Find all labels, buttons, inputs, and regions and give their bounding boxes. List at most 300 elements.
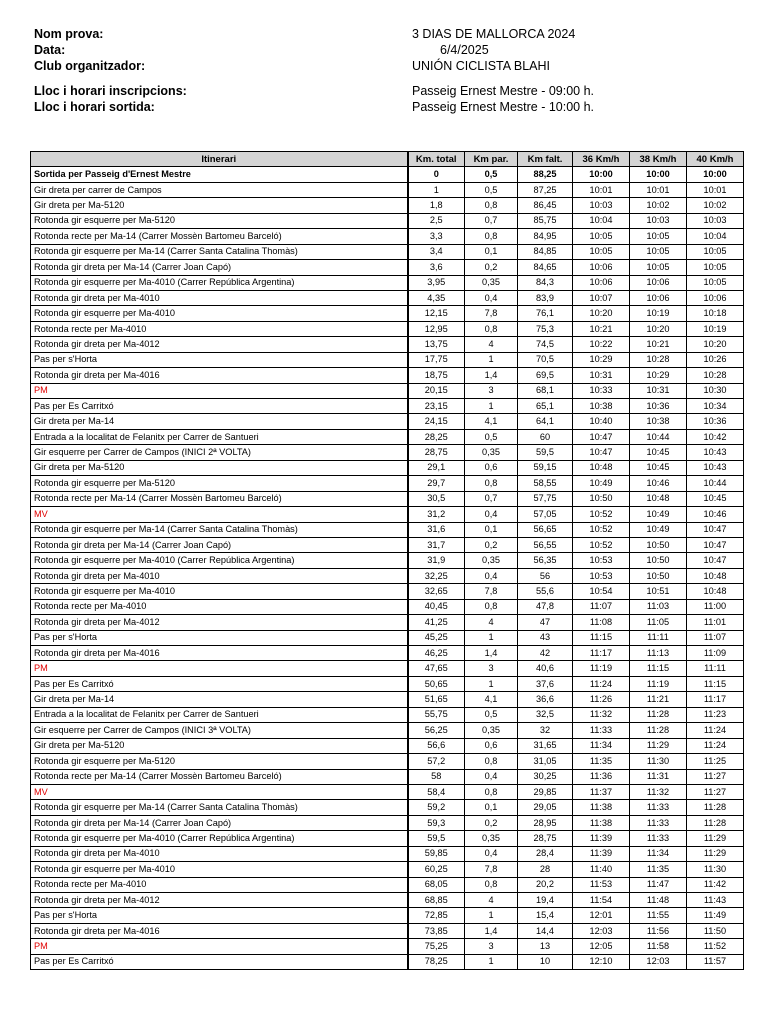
row-km-remaining: 56,35 <box>518 553 573 568</box>
row-time-40: 10:03 <box>687 213 744 228</box>
row-km-remaining: 13 <box>518 939 573 954</box>
row-itinerary: Rotonda gir esquerre per Ma-4010 (Carrer República Argentina) <box>31 275 408 290</box>
row-km-total: 58 <box>408 769 465 784</box>
table-row <box>31 553 744 568</box>
row-km-remaining: 85,75 <box>518 213 573 228</box>
row-time-36: 10:22 <box>573 337 630 352</box>
row-time-36: 11:08 <box>573 615 630 630</box>
row-km-remaining: 47,8 <box>518 599 573 614</box>
row-km-total: 4,35 <box>408 290 465 305</box>
row-itinerary: Rotonda gir esquerre per Ma-5120 <box>31 754 408 769</box>
row-km-remaining: 59,15 <box>518 460 573 475</box>
row-km-partial: 1 <box>465 352 518 367</box>
row-km-total: 1,8 <box>408 198 465 213</box>
row-time-40: 11:23 <box>687 707 744 722</box>
row-km-partial: 0,8 <box>465 476 518 491</box>
row-km-remaining: 56,65 <box>518 522 573 537</box>
row-time-36: 10:05 <box>573 229 630 244</box>
row-time-38: 10:49 <box>630 507 687 522</box>
row-itinerary: Rotonda gir dreta per Ma-14 (Carrer Joan Capó) <box>31 260 408 275</box>
row-time-38: 11:55 <box>630 908 687 923</box>
row-itinerary: Gir esquerre per Carrer de Campos (INICI 2ª VOLTA) <box>31 445 408 460</box>
row-km-remaining: 70,5 <box>518 352 573 367</box>
table-row <box>31 244 744 259</box>
row-km-total: 0 <box>408 167 465 182</box>
row-km-partial: 7,8 <box>465 306 518 321</box>
row-time-40: 10:48 <box>687 584 744 599</box>
row-km-remaining: 28,95 <box>518 815 573 830</box>
row-km-total: 3,4 <box>408 244 465 259</box>
row-km-partial: 0,8 <box>465 784 518 799</box>
row-itinerary: Rotonda gir esquerre per Ma-4010 (Carrer República Argentina) <box>31 831 408 846</box>
row-time-38: 11:34 <box>630 846 687 861</box>
col-header-40kmh: 40 Km/h <box>687 152 744 167</box>
row-itinerary: Rotonda gir dreta per Ma-4010 <box>31 568 408 583</box>
row-time-38: 11:05 <box>630 615 687 630</box>
row-time-38: 11:47 <box>630 877 687 892</box>
row-time-40: 11:09 <box>687 646 744 661</box>
row-time-38: 11:35 <box>630 862 687 877</box>
row-km-partial: 0,5 <box>465 182 518 197</box>
row-km-remaining: 84,65 <box>518 260 573 275</box>
row-time-38: 11:15 <box>630 661 687 676</box>
row-km-remaining: 88,25 <box>518 167 573 182</box>
row-time-36: 10:47 <box>573 429 630 444</box>
col-header-km-total: Km. total <box>408 152 465 167</box>
row-itinerary: Pas per s'Horta <box>31 908 408 923</box>
table-row <box>31 939 744 954</box>
row-time-36: 10:20 <box>573 306 630 321</box>
table-row <box>31 754 744 769</box>
itinerary-table <box>30 151 744 970</box>
row-km-remaining: 43 <box>518 630 573 645</box>
date-label: Data: <box>34 43 66 57</box>
row-time-40: 10:34 <box>687 399 744 414</box>
row-km-total: 47,65 <box>408 661 465 676</box>
row-km-partial: 0,4 <box>465 769 518 784</box>
row-itinerary: MV <box>31 507 408 522</box>
row-time-36: 12:01 <box>573 908 630 923</box>
row-itinerary: Pas per s'Horta <box>31 352 408 367</box>
row-time-36: 11:54 <box>573 893 630 908</box>
row-time-38: 10:00 <box>630 167 687 182</box>
table-row <box>31 198 744 213</box>
row-km-partial: 0,6 <box>465 738 518 753</box>
table-row <box>31 275 744 290</box>
row-km-total: 68,05 <box>408 877 465 892</box>
row-km-remaining: 37,6 <box>518 676 573 691</box>
row-time-36: 10:03 <box>573 198 630 213</box>
row-km-partial: 1 <box>465 908 518 923</box>
row-km-partial: 0,4 <box>465 846 518 861</box>
club-label: Club organitzador: <box>34 59 146 73</box>
row-time-38: 11:56 <box>630 923 687 938</box>
row-time-40: 10:44 <box>687 476 744 491</box>
table-row <box>31 399 744 414</box>
row-time-36: 10:29 <box>573 352 630 367</box>
row-time-40: 10:47 <box>687 553 744 568</box>
row-km-total: 55,75 <box>408 707 465 722</box>
row-time-40: 10:04 <box>687 229 744 244</box>
row-km-partial: 3 <box>465 383 518 398</box>
row-itinerary: Rotonda gir dreta per Ma-4016 <box>31 646 408 661</box>
row-time-38: 10:50 <box>630 537 687 552</box>
row-km-total: 3,6 <box>408 260 465 275</box>
row-time-36: 11:15 <box>573 630 630 645</box>
row-time-40: 11:24 <box>687 723 744 738</box>
row-km-total: 28,25 <box>408 429 465 444</box>
row-time-38: 10:28 <box>630 352 687 367</box>
row-km-total: 59,2 <box>408 800 465 815</box>
row-itinerary: Rotonda gir esquerre per Ma-4010 <box>31 306 408 321</box>
row-km-total: 59,3 <box>408 815 465 830</box>
row-km-total: 30,5 <box>408 491 465 506</box>
row-time-38: 12:03 <box>630 954 687 969</box>
row-time-36: 10:52 <box>573 537 630 552</box>
row-itinerary: Pas per Es Carritxó <box>31 399 408 414</box>
row-km-partial: 0,8 <box>465 229 518 244</box>
table-row <box>31 429 744 444</box>
table-row <box>31 862 744 877</box>
table-row <box>31 584 744 599</box>
row-time-38: 10:05 <box>630 244 687 259</box>
row-km-remaining: 32 <box>518 723 573 738</box>
row-km-total: 3,95 <box>408 275 465 290</box>
row-km-partial: 0,4 <box>465 290 518 305</box>
col-header-itinerary: Itinerari <box>31 152 408 167</box>
row-km-total: 58,4 <box>408 784 465 799</box>
row-km-remaining: 76,1 <box>518 306 573 321</box>
row-time-40: 10:48 <box>687 568 744 583</box>
row-km-partial: 0,1 <box>465 800 518 815</box>
row-km-remaining: 29,05 <box>518 800 573 815</box>
table-row <box>31 522 744 537</box>
row-km-remaining: 65,1 <box>518 399 573 414</box>
row-time-36: 11:17 <box>573 646 630 661</box>
row-km-remaining: 30,25 <box>518 769 573 784</box>
row-km-total: 31,2 <box>408 507 465 522</box>
row-time-36: 10:06 <box>573 275 630 290</box>
row-km-partial: 1,4 <box>465 646 518 661</box>
race-info-header <box>34 27 734 116</box>
row-time-40: 10:02 <box>687 198 744 213</box>
row-time-36: 10:52 <box>573 522 630 537</box>
row-time-36: 11:26 <box>573 692 630 707</box>
row-km-total: 59,5 <box>408 831 465 846</box>
row-km-partial: 4 <box>465 893 518 908</box>
row-time-40: 10:05 <box>687 260 744 275</box>
row-time-38: 10:50 <box>630 553 687 568</box>
row-time-40: 10:42 <box>687 429 744 444</box>
table-row <box>31 769 744 784</box>
row-km-total: 2,5 <box>408 213 465 228</box>
table-row <box>31 908 744 923</box>
row-time-38: 11:33 <box>630 815 687 830</box>
row-itinerary: PM <box>31 939 408 954</box>
row-time-38: 11:13 <box>630 646 687 661</box>
row-km-partial: 4 <box>465 615 518 630</box>
row-time-38: 11:28 <box>630 707 687 722</box>
table-row <box>31 599 744 614</box>
row-km-partial: 0,8 <box>465 599 518 614</box>
row-time-40: 11:00 <box>687 599 744 614</box>
row-itinerary: Sortida per Passeig d'Ernest Mestre <box>31 167 408 182</box>
info-row-registration <box>34 84 734 100</box>
row-km-partial: 0,6 <box>465 460 518 475</box>
row-km-total: 73,85 <box>408 923 465 938</box>
row-time-36: 11:24 <box>573 676 630 691</box>
table-row <box>31 229 744 244</box>
row-km-partial: 0,2 <box>465 815 518 830</box>
row-km-total: 46,25 <box>408 646 465 661</box>
row-time-36: 12:05 <box>573 939 630 954</box>
row-itinerary: Rotonda gir esquerre per Ma-14 (Carrer Santa Catalina Thomàs) <box>31 244 408 259</box>
row-km-remaining: 19,4 <box>518 893 573 908</box>
row-time-36: 11:34 <box>573 738 630 753</box>
row-itinerary: Rotonda gir esquerre per Ma-4010 (Carrer República Argentina) <box>31 553 408 568</box>
row-time-38: 10:31 <box>630 383 687 398</box>
row-itinerary: Gir dreta per carrer de Campos <box>31 182 408 197</box>
row-time-40: 11:27 <box>687 769 744 784</box>
row-km-partial: 0,35 <box>465 445 518 460</box>
row-km-partial: 0,7 <box>465 491 518 506</box>
row-time-38: 10:36 <box>630 399 687 414</box>
row-itinerary: Rotonda recte per Ma-4010 <box>31 877 408 892</box>
row-km-total: 50,65 <box>408 676 465 691</box>
row-time-40: 10:01 <box>687 182 744 197</box>
row-time-36: 10:52 <box>573 507 630 522</box>
row-km-remaining: 83,9 <box>518 290 573 305</box>
row-itinerary: Entrada a la localitat de Felanitx per Carrer de Santueri <box>31 707 408 722</box>
info-row-start <box>34 100 734 116</box>
table-row <box>31 738 744 753</box>
row-km-partial: 1 <box>465 399 518 414</box>
row-km-partial: 0,8 <box>465 198 518 213</box>
row-time-38: 11:31 <box>630 769 687 784</box>
row-km-remaining: 42 <box>518 646 573 661</box>
row-time-36: 11:37 <box>573 784 630 799</box>
row-itinerary: Rotonda gir esquerre per Ma-14 (Carrer Santa Catalina Thomàs) <box>31 522 408 537</box>
row-km-total: 29,1 <box>408 460 465 475</box>
row-time-38: 10:01 <box>630 182 687 197</box>
race-name-label: Nom prova: <box>34 27 104 41</box>
registration-value: Passeig Ernest Mestre - 09:00 h. <box>412 84 595 98</box>
row-time-36: 10:00 <box>573 167 630 182</box>
row-time-40: 10:45 <box>687 491 744 506</box>
row-itinerary: Rotonda gir esquerre per Ma-5120 <box>31 476 408 491</box>
table-row <box>31 491 744 506</box>
row-itinerary: MV <box>31 784 408 799</box>
row-km-remaining: 55,6 <box>518 584 573 599</box>
row-time-36: 10:53 <box>573 568 630 583</box>
row-km-total: 72,85 <box>408 908 465 923</box>
row-itinerary: Rotonda gir dreta per Ma-14 (Carrer Joan Capó) <box>31 815 408 830</box>
row-km-partial: 0,8 <box>465 754 518 769</box>
row-km-partial: 0,35 <box>465 275 518 290</box>
table-row <box>31 784 744 799</box>
row-time-38: 11:11 <box>630 630 687 645</box>
row-time-40: 11:50 <box>687 923 744 938</box>
info-row-race-name <box>34 27 734 43</box>
row-time-38: 11:21 <box>630 692 687 707</box>
table-row <box>31 893 744 908</box>
table-row <box>31 815 744 830</box>
row-itinerary: Pas per Es Carritxó <box>31 676 408 691</box>
row-itinerary: Gir esquerre per Carrer de Campos (INICI 3ª VOLTA) <box>31 723 408 738</box>
row-km-partial: 0,8 <box>465 321 518 336</box>
row-time-38: 10:20 <box>630 321 687 336</box>
row-time-38: 11:29 <box>630 738 687 753</box>
row-time-40: 10:06 <box>687 290 744 305</box>
table-row <box>31 537 744 552</box>
row-km-partial: 0,35 <box>465 553 518 568</box>
table-row <box>31 723 744 738</box>
row-itinerary: Pas per Es Carritxó <box>31 954 408 969</box>
row-itinerary: Rotonda recte per Ma-14 (Carrer Mossèn Bartomeu Barceló) <box>31 491 408 506</box>
row-km-remaining: 87,25 <box>518 182 573 197</box>
col-header-km-partial: Km par. <box>465 152 518 167</box>
row-itinerary: Gir dreta per Ma-14 <box>31 692 408 707</box>
col-header-36kmh: 36 Km/h <box>573 152 630 167</box>
row-time-36: 11:38 <box>573 815 630 830</box>
table-row <box>31 306 744 321</box>
row-time-38: 11:33 <box>630 831 687 846</box>
row-time-40: 11:25 <box>687 754 744 769</box>
row-km-remaining: 84,95 <box>518 229 573 244</box>
row-km-remaining: 32,5 <box>518 707 573 722</box>
table-row <box>31 476 744 491</box>
row-km-total: 12,15 <box>408 306 465 321</box>
row-km-total: 32,65 <box>408 584 465 599</box>
table-row <box>31 831 744 846</box>
table-row <box>31 167 744 182</box>
row-time-36: 11:38 <box>573 800 630 815</box>
row-time-38: 10:06 <box>630 275 687 290</box>
row-km-total: 60,25 <box>408 862 465 877</box>
row-itinerary: Rotonda gir dreta per Ma-4016 <box>31 923 408 938</box>
row-time-36: 11:40 <box>573 862 630 877</box>
row-km-total: 56,25 <box>408 723 465 738</box>
row-time-40: 11:07 <box>687 630 744 645</box>
row-time-38: 10:19 <box>630 306 687 321</box>
table-row <box>31 352 744 367</box>
row-time-40: 10:47 <box>687 537 744 552</box>
row-time-40: 11:30 <box>687 862 744 877</box>
row-itinerary: Gir dreta per Ma-5120 <box>31 460 408 475</box>
table-row <box>31 368 744 383</box>
row-time-40: 11:52 <box>687 939 744 954</box>
row-itinerary: PM <box>31 383 408 398</box>
row-itinerary: Gir dreta per Ma-5120 <box>31 738 408 753</box>
table-row <box>31 630 744 645</box>
row-time-36: 10:31 <box>573 368 630 383</box>
row-km-total: 57,2 <box>408 754 465 769</box>
row-time-40: 10:19 <box>687 321 744 336</box>
table-row <box>31 568 744 583</box>
table-row <box>31 290 744 305</box>
row-time-38: 10:48 <box>630 491 687 506</box>
row-time-40: 11:57 <box>687 954 744 969</box>
row-km-remaining: 31,65 <box>518 738 573 753</box>
row-km-total: 18,75 <box>408 368 465 383</box>
table-row <box>31 676 744 691</box>
row-time-38: 11:19 <box>630 676 687 691</box>
row-km-total: 68,85 <box>408 893 465 908</box>
row-km-remaining: 36,6 <box>518 692 573 707</box>
row-time-36: 10:49 <box>573 476 630 491</box>
table-row <box>31 507 744 522</box>
row-time-36: 11:32 <box>573 707 630 722</box>
row-itinerary: Rotonda gir esquerre per Ma-5120 <box>31 213 408 228</box>
row-time-38: 10:02 <box>630 198 687 213</box>
row-km-total: 31,7 <box>408 537 465 552</box>
row-time-36: 10:54 <box>573 584 630 599</box>
row-km-partial: 1,4 <box>465 368 518 383</box>
row-km-total: 32,25 <box>408 568 465 583</box>
row-time-36: 11:39 <box>573 831 630 846</box>
row-km-partial: 1 <box>465 630 518 645</box>
row-km-remaining: 69,5 <box>518 368 573 383</box>
row-km-partial: 7,8 <box>465 584 518 599</box>
row-km-remaining: 86,45 <box>518 198 573 213</box>
row-km-total: 45,25 <box>408 630 465 645</box>
row-time-40: 11:49 <box>687 908 744 923</box>
row-km-remaining: 29,85 <box>518 784 573 799</box>
row-km-remaining: 28,4 <box>518 846 573 861</box>
row-km-remaining: 68,1 <box>518 383 573 398</box>
row-time-40: 10:20 <box>687 337 744 352</box>
row-km-total: 59,85 <box>408 846 465 861</box>
row-itinerary: Entrada a la localitat de Felanitx per Carrer de Santueri <box>31 429 408 444</box>
row-time-38: 10:45 <box>630 445 687 460</box>
row-km-partial: 3 <box>465 939 518 954</box>
row-time-36: 11:19 <box>573 661 630 676</box>
row-km-remaining: 56,55 <box>518 537 573 552</box>
row-time-36: 10:06 <box>573 260 630 275</box>
table-row <box>31 260 744 275</box>
row-itinerary: Rotonda gir dreta per Ma-4016 <box>31 368 408 383</box>
registration-label: Lloc i horari inscripcions: <box>34 84 187 98</box>
row-time-36: 10:53 <box>573 553 630 568</box>
row-itinerary: Rotonda recte per Ma-4010 <box>31 321 408 336</box>
row-km-partial: 0,5 <box>465 429 518 444</box>
table-row <box>31 877 744 892</box>
row-km-remaining: 57,05 <box>518 507 573 522</box>
table-header-row <box>31 152 744 167</box>
row-time-38: 11:03 <box>630 599 687 614</box>
row-km-remaining: 28,75 <box>518 831 573 846</box>
row-itinerary: Rotonda recte per Ma-4010 <box>31 599 408 614</box>
row-km-partial: 0,1 <box>465 522 518 537</box>
row-time-40: 10:47 <box>687 522 744 537</box>
row-km-total: 28,75 <box>408 445 465 460</box>
table-row <box>31 615 744 630</box>
row-time-36: 11:33 <box>573 723 630 738</box>
row-km-remaining: 59,5 <box>518 445 573 460</box>
row-km-remaining: 84,3 <box>518 275 573 290</box>
row-km-partial: 0,5 <box>465 167 518 182</box>
row-km-partial: 0,35 <box>465 723 518 738</box>
row-km-remaining: 75,3 <box>518 321 573 336</box>
row-km-partial: 0,5 <box>465 707 518 722</box>
row-time-40: 10:05 <box>687 244 744 259</box>
row-km-remaining: 10 <box>518 954 573 969</box>
row-time-40: 10:18 <box>687 306 744 321</box>
table-row <box>31 445 744 460</box>
row-time-40: 11:28 <box>687 815 744 830</box>
row-time-36: 11:53 <box>573 877 630 892</box>
row-time-40: 11:29 <box>687 831 744 846</box>
